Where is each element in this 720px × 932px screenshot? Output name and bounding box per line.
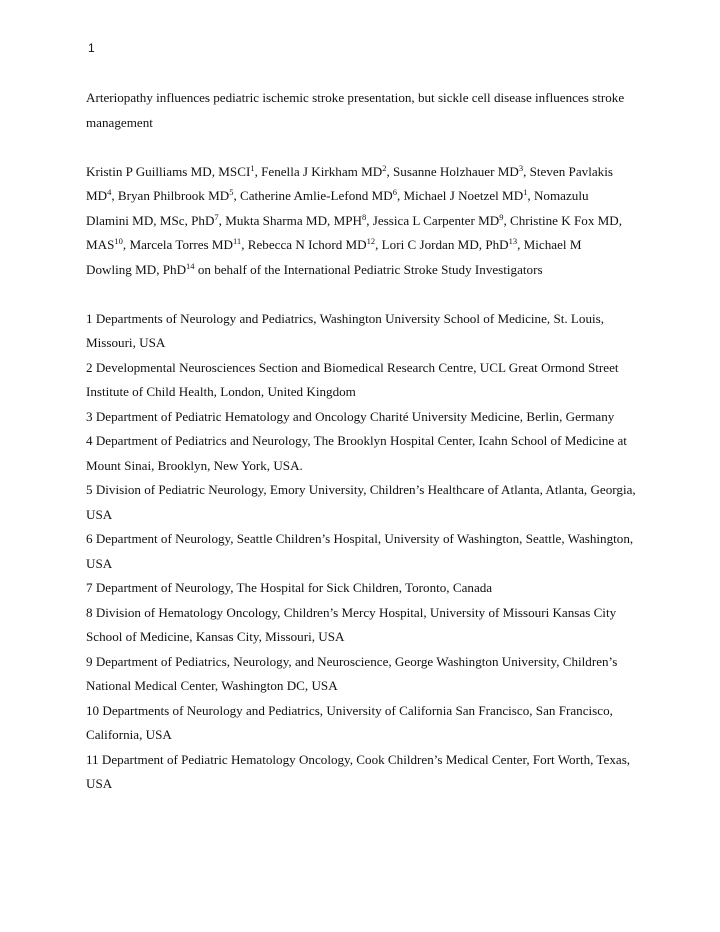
author-affiliation-ref: 14: [186, 260, 195, 271]
author-name: Christine K Fox MD, MAS: [86, 212, 623, 252]
author-name: Michael J Noetzel MD: [403, 188, 524, 203]
author-affiliation-ref: 11: [233, 236, 242, 246]
affiliation-item: 8 Division of Hematology Oncology, Children’s Mercy Hospital, University of Missouri Kansas City School of Medicine, Kansas City, Missouri, USA: [86, 604, 617, 644]
author-name: Susanne Holzhauer MD: [393, 163, 519, 179]
page-number: 1: [88, 41, 95, 55]
author-separator: ,: [523, 163, 530, 179]
author-separator: ,: [503, 212, 510, 228]
affiliation-item: 5 Division of Pediatric Neurology, Emory University, Children’s Healthcare of Atlanta, Atlanta, Georgia, USA: [86, 482, 636, 522]
author-name: Michael M Dowling MD, PhD: [86, 237, 582, 277]
author-name: Catherine Amlie-Lefond MD: [240, 188, 393, 203]
author-separator: ,: [241, 237, 248, 252]
author-name: Fenella J Kirkham MD: [261, 163, 383, 179]
author-name: Rebecca N Ichord MD: [247, 237, 367, 252]
author-separator: ,: [254, 163, 262, 179]
affiliation-item: 6 Department of Neurology, Seattle Children’s Hospital, University of Washington, Seattle, Washington, USA: [86, 531, 634, 571]
author-affiliation-ref: 9: [499, 211, 504, 222]
author-separator: ,: [386, 163, 394, 179]
author-name: Kristin P Guilliams MD, MSCI: [86, 163, 251, 179]
author-affiliation-ref: 1: [250, 162, 255, 173]
author-affiliation-ref: 5: [229, 187, 234, 197]
affiliation-item: 11 Department of Pediatric Hematology Oncology, Cook Children’s Medical Center, Fort Worth, Texas, USA: [86, 751, 631, 791]
author-separator: ,: [233, 188, 240, 203]
author-list: [86, 160, 628, 283]
author-separator: ,: [218, 212, 226, 228]
author-affiliation-ref: 12: [366, 236, 376, 246]
author-affiliation-ref: 10: [114, 236, 123, 246]
paper-title: [86, 86, 638, 135]
author-name: Steven Pavlakis MD: [86, 163, 613, 203]
affiliation-item: 7 Department of Neurology, The Hospital for Sick Children, Toronto, Canada: [86, 580, 493, 595]
author-separator: ,: [111, 188, 118, 203]
author-name: Mukta Sharma MD, MPH: [225, 212, 362, 228]
author-name: Lori C Jordan MD, PhD: [381, 237, 509, 252]
author-name: Nomazulu Dlamini MD, MSc, PhD: [86, 188, 589, 228]
author-affiliation-ref: 2: [382, 162, 387, 173]
author-separator: ,: [527, 188, 534, 203]
author-separator: ,: [396, 188, 404, 203]
affiliation-item: 4 Department of Pediatrics and Neurology, The Brooklyn Hospital Center, Icahn School of Medicine at Mount Sinai, Brooklyn, New York, USA.: [86, 433, 627, 473]
author-affiliation-ref: 4: [107, 187, 112, 197]
paper-title-line-2: stroke management: [86, 90, 625, 130]
author-name: Bryan Philbrook MD: [117, 188, 230, 203]
affiliation-item: 1 Departments of Neurology and Pediatrics, Washington University School of Medicine, St. Louis, Missouri, USA: [86, 310, 605, 350]
author-separator: ,: [366, 212, 373, 228]
paper-title-line-1: Arteriopathy influences pediatric ischemic stroke presentation, but sickle cell disease influences: [86, 90, 589, 105]
author-name: Marcela Torres MD: [129, 237, 233, 252]
author-separator: ,: [375, 237, 382, 252]
author-affiliation-ref: 6: [392, 187, 397, 197]
author-affiliation-ref: 13: [508, 236, 518, 246]
affiliation-list: [86, 307, 646, 797]
author-affiliation-ref: 8: [361, 211, 367, 222]
author-affiliation-ref: 1: [523, 187, 528, 197]
affiliation-item: 2 Developmental Neurosciences Section and Biomedical Research Centre, UCL Great Ormond Street Institute of Child Health, London, United Kingdom: [86, 359, 619, 399]
affiliation-item: 10 Departments of Neurology and Pediatrics, University of California San Francisco, San Francisco, California, USA: [86, 702, 613, 742]
author-affiliation-ref: 7: [214, 211, 219, 222]
affiliation-item: 3 Department of Pediatric Hematology and Oncology Charité University Medicine, Berlin, Germany: [86, 408, 615, 424]
author-list-suffix: on behalf of the International Pediatric Stroke Study Investigators: [197, 261, 543, 277]
document-body: [86, 86, 646, 797]
affiliation-item: 9 Department of Pediatrics, Neurology, and Neuroscience, George Washington University, Children’s National Medical Center, Washington DC, USA: [86, 653, 618, 693]
author-affiliation-ref: 3: [518, 162, 524, 173]
author-name: Jessica L Carpenter MD: [372, 212, 500, 228]
author-separator: ,: [517, 237, 524, 252]
author-separator: ,: [122, 237, 130, 252]
